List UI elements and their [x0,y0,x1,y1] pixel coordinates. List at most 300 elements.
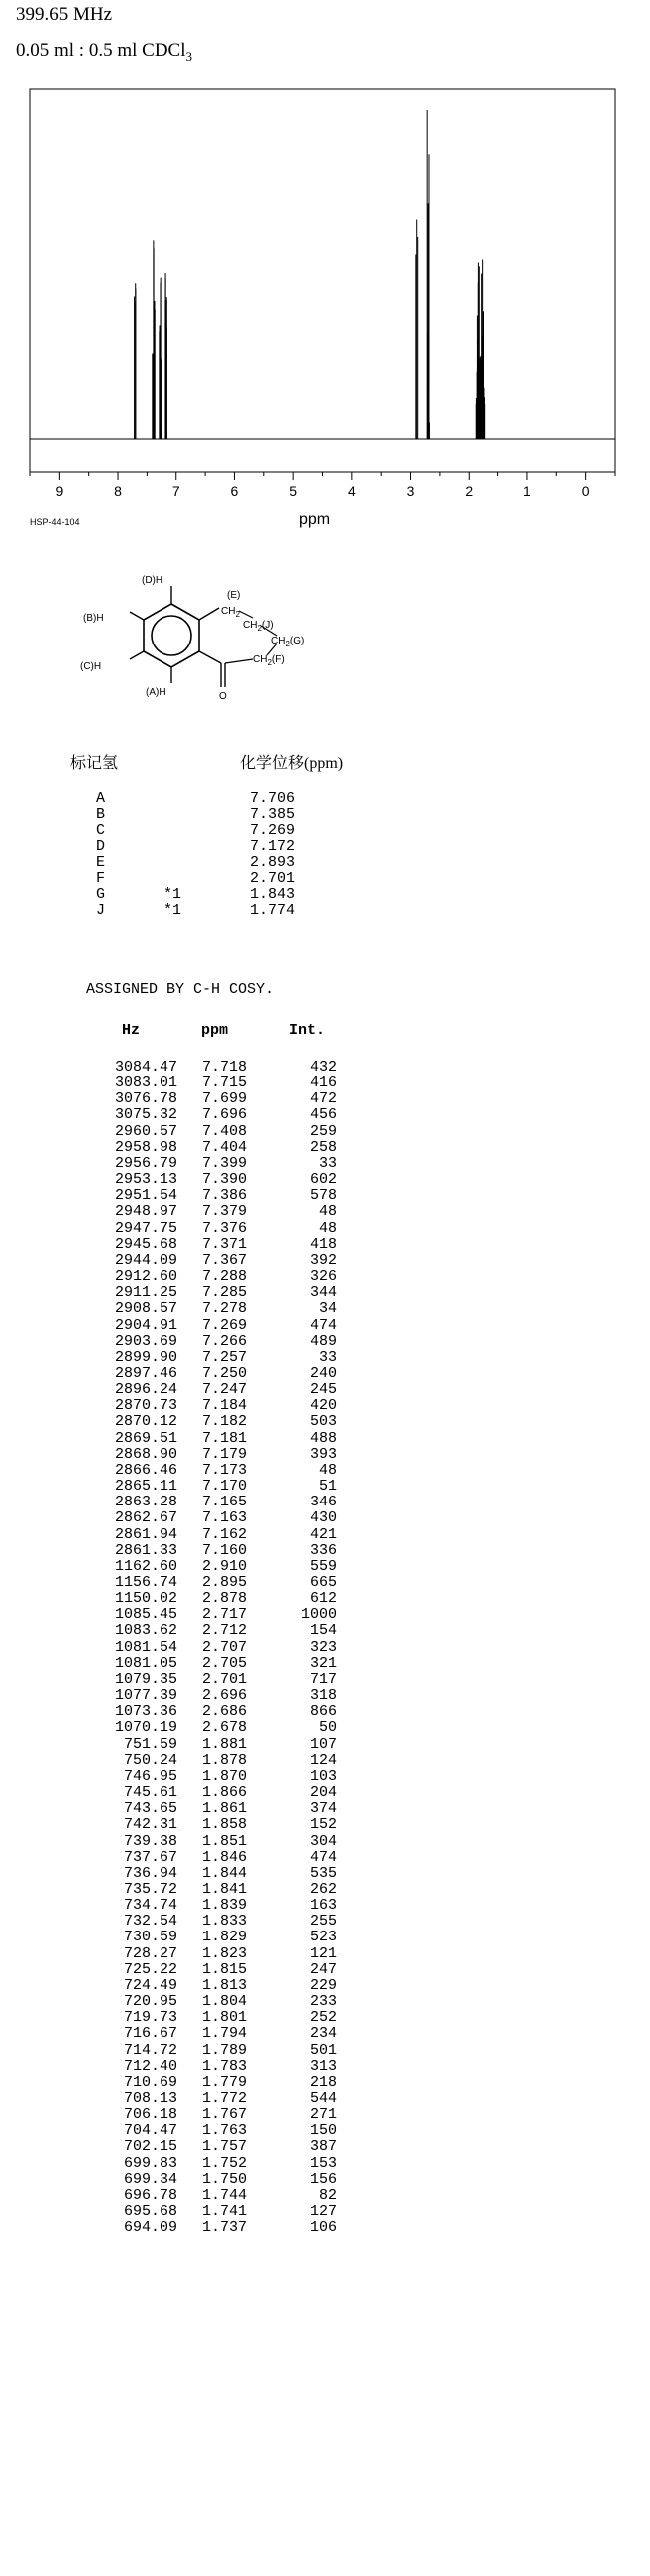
peak-hz: 2863.28 [114,1494,177,1511]
x-tick-label: 4 [347,483,356,499]
peak-hz: 702.15 [123,2138,177,2156]
peak-ppm: 1.794 [201,2025,247,2043]
shift-label: F [96,870,106,887]
peak-header-int: Int. [289,1022,326,1039]
peak-hz: 716.67 [123,2025,177,2043]
peak-row [96,1737,355,1753]
peak-int: 33 [318,1348,337,1366]
peak-int: 50 [318,1719,337,1737]
peak-ppm: 1.744 [201,2186,247,2204]
peak-hz: 745.61 [123,1784,177,1802]
peak-int: 51 [318,1478,337,1496]
peak-int: 523 [309,1929,337,1946]
bond-b [130,612,144,620]
peak-int: 336 [309,1541,337,1559]
peak-ppm: 7.160 [201,1541,247,1559]
peak-ppm: 1.779 [201,2073,247,2091]
peak-hz: 714.72 [123,2041,177,2059]
peak-ppm: 2.712 [201,1622,247,1640]
peak-row [96,1850,355,1866]
peak-int: 255 [309,1913,337,1931]
shift-value: 7.706 [250,790,296,807]
peak-row [96,1946,355,1962]
label-ch2-e: $CH_2$ [221,606,240,619]
peak-ppm: 7.390 [201,1171,247,1189]
peak-int: 392 [309,1251,337,1269]
peak-int: 474 [309,1848,337,1866]
peak-hz: 2897.46 [114,1364,177,1382]
bond-c [130,651,144,659]
peak-hz: 2911.25 [114,1284,177,1302]
peak-ppm: 7.182 [201,1413,247,1431]
peak-hz: 742.31 [123,1816,177,1834]
peak-row [96,1350,355,1366]
peak-int: 578 [309,1187,337,1205]
peak-ppm: 7.399 [201,1154,247,1172]
peak-row [96,2059,355,2075]
peak-row [96,1334,355,1350]
peak-row [96,1591,355,1607]
peak-row [96,1898,355,1914]
peak-row [96,2075,355,2091]
peak-ppm: 1.858 [201,1816,247,1834]
x-tick-label: 6 [230,483,239,499]
peak-row [96,2026,355,2042]
shift-value: 7.269 [250,822,296,839]
peak-row [96,1366,355,1382]
peak-int: 204 [309,1784,337,1802]
peak-hz: 1162.60 [114,1557,177,1575]
peak-int: 346 [309,1494,337,1511]
peak-hz: 699.34 [123,2170,177,2188]
peak-row [96,1140,355,1156]
peak-row [96,1107,355,1123]
peak-ppm: 2.696 [201,1687,247,1705]
peak-int: 430 [309,1509,337,1527]
shift-label: B [96,806,106,823]
peak-ppm: 7.163 [201,1509,247,1527]
spectrum-trace-group [30,110,615,439]
peak-ppm: 2.678 [201,1719,247,1737]
peak-int: 229 [309,1976,337,1994]
shift-note: *1 [163,902,182,919]
peak-row [96,1285,355,1301]
peak-ppm: 1.881 [201,1735,247,1753]
peak-hz: 2947.75 [114,1219,177,1237]
shift-value: 1.774 [250,902,296,919]
peak-hz: 696.78 [123,2186,177,2204]
peak-hz: 743.65 [123,1800,177,1818]
bond-e-j [239,611,253,618]
peak-row [96,1640,355,1656]
peak-ppm: 2.686 [201,1703,247,1721]
peak-row [96,1269,355,1285]
aromatic-circle [152,616,191,655]
peak-int: 156 [309,2170,337,2188]
peak-int: 121 [309,1944,337,1962]
peak-row [96,1398,355,1414]
peak-int: 124 [309,1751,337,1769]
shift-label: G [96,886,106,903]
peak-hz: 736.94 [123,1864,177,1882]
peak-ppm: 7.288 [201,1268,247,1286]
peak-int: 107 [309,1735,337,1753]
shift-value: 1.843 [250,886,296,903]
peak-row [96,1414,355,1430]
peak-row [96,1237,355,1253]
peak-ppm: 1.804 [201,1993,247,2011]
peak-int: 106 [309,2219,337,2237]
peak-int: 432 [309,1059,337,1075]
x-tick-label: 5 [289,483,298,499]
peak-row [96,1801,355,1817]
peak-hz: 1156.74 [114,1574,177,1591]
peak-hz: 2862.67 [114,1509,177,1527]
peak-int: 472 [309,1090,337,1108]
peak-hz: 2869.51 [114,1429,177,1447]
bond-f-carbonyl [225,659,253,663]
peak-row [96,1301,355,1317]
peak-ppm: 2.878 [201,1590,247,1608]
peak-ppm: 7.718 [201,1059,247,1075]
peak-hz: 695.68 [123,2203,177,2221]
x-tick-label: 3 [406,483,415,499]
shift-table-header-shift: 化学位移(ppm) [240,755,344,772]
shift-table-header-label: 标记氢 [70,755,119,772]
peak-row [96,2172,355,2188]
peak-int: 163 [309,1897,337,1915]
peak-row [96,2010,355,2026]
peak-row [96,2188,355,2204]
peak-ppm: 1.851 [201,1832,247,1850]
label-c: (C)H [80,661,102,672]
x-tick-label: 9 [55,483,64,499]
peak-ppm: 7.173 [201,1461,247,1479]
peak-hz: 732.54 [123,1913,177,1931]
peak-int: 535 [309,1864,337,1882]
peak-row [96,1817,355,1833]
peak-row [96,1930,355,1945]
peak-ppm: 1.763 [201,2122,247,2140]
peak-row [96,1124,355,1140]
peak-hz: 694.09 [123,2219,177,2237]
peak-hz: 2904.91 [114,1316,177,1334]
label-oxygen: O [219,691,227,702]
shift-label: A [96,790,106,807]
peak-int: 374 [309,1800,337,1818]
peak-hz: 2866.46 [114,1461,177,1479]
shift-value: 7.385 [250,806,296,823]
peak-int: 34 [318,1300,337,1318]
peak-hz: 699.83 [123,2154,177,2172]
peak-ppm: 1.823 [201,1944,247,1962]
peak-row [96,1623,355,1639]
peak-row [96,2204,355,2220]
peak-row [96,1156,355,1172]
peak-hz: 2958.98 [114,1138,177,1156]
peak-int: 416 [309,1074,337,1092]
label-b: (B)H [83,613,104,624]
peak-hz: 1079.35 [114,1670,177,1688]
peak-header-ppm: ppm [201,1022,229,1039]
spectrometer-frequency: 399.65 MHz [16,4,113,25]
peak-hz: 2861.33 [114,1541,177,1559]
label-d: (D)H [142,575,163,586]
peak-table [96,1060,355,2236]
peak-int: 48 [318,1461,337,1479]
peak-hz: 706.18 [123,2106,177,2124]
peak-ppm: 7.181 [201,1429,247,1447]
peak-row [96,1463,355,1479]
peak-int: 1000 [300,1606,337,1624]
x-axis-label: ppm [299,511,331,528]
peak-int: 48 [318,1203,337,1221]
peak-ppm: 7.376 [201,1219,247,1237]
label-e: (E) [227,590,241,601]
peak-row [96,1994,355,2010]
peak-row [96,2123,355,2139]
peak-ppm: 1.772 [201,2090,247,2107]
peak-int: 304 [309,1832,337,1850]
shift-value: 2.701 [250,870,296,887]
peak-row [96,1431,355,1447]
bond-ring-ch2e [199,608,219,620]
shift-label: J [96,902,106,919]
peak-int: 262 [309,1880,337,1898]
peak-ppm: 1.750 [201,2170,247,2188]
peak-row [96,1510,355,1526]
peak-int: 82 [318,2186,337,2204]
peak-hz: 2908.57 [114,1300,177,1318]
peak-ppm: 1.841 [201,1880,247,1898]
x-axis [30,472,615,499]
peak-hz: 739.38 [123,1832,177,1850]
peak-ppm: 7.386 [201,1187,247,1205]
peak-int: 313 [309,2057,337,2075]
peak-hz: 2953.13 [114,1171,177,1189]
peak-int: 252 [309,2009,337,2027]
peak-row [96,1091,355,1107]
peak-int: 474 [309,1316,337,1334]
peak-int: 501 [309,2041,337,2059]
peak-int: 247 [309,1960,337,1978]
peak-int: 127 [309,2203,337,2221]
peak-int: 602 [309,1171,337,1189]
peak-int: 323 [309,1638,337,1656]
molecule-structure [72,564,371,733]
solvent-subscript: 3 [185,48,192,64]
peak-ppm: 7.367 [201,1251,247,1269]
x-tick-label: 8 [114,483,122,499]
peak-ppm: 1.878 [201,1751,247,1769]
peak-hz: 2944.09 [114,1251,177,1269]
peak-hz: 712.40 [123,2057,177,2075]
peak-int: 393 [309,1445,337,1463]
peak-ppm: 1.783 [201,2057,247,2075]
peak-row [96,1962,355,1978]
peak-hz: 2870.12 [114,1413,177,1431]
peak-row [96,2220,355,2236]
x-tick-label: 1 [523,483,531,499]
peak-row [96,2107,355,2123]
peak-hz: 2861.94 [114,1525,177,1543]
peak-row [96,1656,355,1672]
peak-hz: 719.73 [123,2009,177,2027]
peak-int: 489 [309,1332,337,1350]
shift-label: D [96,838,106,855]
bond-ring-carbonyl [199,651,221,663]
peak-row [96,1688,355,1704]
peak-row [96,1382,355,1398]
peak-int: 318 [309,1687,337,1705]
peak-ppm: 2.910 [201,1557,247,1575]
peak-hz: 734.74 [123,1897,177,1915]
peak-row [96,1075,355,1091]
peak-row [96,1188,355,1204]
peak-row [96,1495,355,1510]
peak-ppm: 7.269 [201,1316,247,1334]
peak-int: 240 [309,1364,337,1382]
peak-ppm: 1.737 [201,2219,247,2237]
peak-hz: 2868.90 [114,1445,177,1463]
peak-ppm: 1.846 [201,1848,247,1866]
peak-hz: 2865.11 [114,1478,177,1496]
peak-row [96,1753,355,1769]
peak-hz: 1085.45 [114,1606,177,1624]
peak-int: 152 [309,1816,337,1834]
peak-hz: 728.27 [123,1944,177,1962]
peak-ppm: 7.371 [201,1235,247,1253]
peak-ppm: 1.844 [201,1864,247,1882]
x-tick-label: 7 [171,483,180,499]
peak-ppm: 1.813 [201,1976,247,1994]
peak-int: 418 [309,1235,337,1253]
shift-label: C [96,822,106,839]
plot-frame [30,89,615,472]
shift-note: *1 [163,886,182,903]
peak-row [96,1834,355,1850]
peak-ppm: 1.815 [201,1960,247,1978]
peak-ppm: 7.257 [201,1348,247,1366]
peak-ppm: 1.757 [201,2138,247,2156]
peak-int: 150 [309,2122,337,2140]
peak-row [96,1527,355,1543]
peak-ppm: 7.285 [201,1284,247,1302]
peak-ppm: 2.701 [201,1670,247,1688]
peak-row [96,1882,355,1898]
peak-hz: 2956.79 [114,1154,177,1172]
peak-ppm: 1.789 [201,2041,247,2059]
peak-int: 154 [309,1622,337,1640]
peak-ppm: 7.696 [201,1106,247,1124]
peak-hz: 750.24 [123,1751,177,1769]
peak-hz: 2903.69 [114,1332,177,1350]
peak-ppm: 7.247 [201,1381,247,1399]
peak-int: 326 [309,1268,337,1286]
assignment-note: ASSIGNED BY C-H COSY. [86,981,275,998]
peak-int: 103 [309,1767,337,1785]
peak-int: 421 [309,1525,337,1543]
peak-ppm: 7.408 [201,1122,247,1140]
peak-hz: 3083.01 [114,1074,177,1092]
x-tick-label: 0 [581,483,590,499]
peak-hz: 2899.90 [114,1348,177,1366]
peak-hz: 1150.02 [114,1590,177,1608]
shift-value: 7.172 [250,838,296,855]
peak-int: 866 [309,1703,337,1721]
peak-int: 544 [309,2090,337,2107]
shift-value: 2.893 [250,854,296,871]
peak-int: 218 [309,2073,337,2091]
peak-row [96,1769,355,1785]
peak-row [96,1204,355,1220]
peak-ppm: 1.870 [201,1767,247,1785]
peak-ppm: 7.266 [201,1332,247,1350]
peak-int: 456 [309,1106,337,1124]
peak-hz: 2870.73 [114,1397,177,1415]
peak-row [96,1172,355,1188]
peak-row [96,1704,355,1720]
peak-int: 420 [309,1397,337,1415]
peak-hz: 1081.05 [114,1654,177,1672]
peak-row [96,2156,355,2172]
peak-ppm: 7.250 [201,1364,247,1382]
peak-ppm: 7.278 [201,1300,247,1318]
peak-row [96,2043,355,2059]
peak-int: 665 [309,1574,337,1591]
peak-int: 503 [309,1413,337,1431]
peak-row [96,2091,355,2107]
peak-int: 153 [309,2154,337,2172]
peak-int: 271 [309,2106,337,2124]
peak-hz: 1083.62 [114,1622,177,1640]
peak-ppm: 7.699 [201,1090,247,1108]
peak-ppm: 1.833 [201,1913,247,1931]
peak-hz: 2960.57 [114,1122,177,1140]
peak-hz: 724.49 [123,1976,177,1994]
peak-hz: 2948.97 [114,1203,177,1221]
peak-hz: 704.47 [123,2122,177,2140]
peak-hz: 735.72 [123,1880,177,1898]
label-ch2-f: $CH_2(F)$ [253,654,285,667]
spectrum-id: HSP-44-104 [30,517,80,527]
peak-table-header [100,1022,349,1040]
peak-row [96,1559,355,1575]
label-ch2-g: $CH_2(G)$ [271,636,305,648]
peak-hz: 708.13 [123,2090,177,2107]
peak-row [96,1543,355,1559]
peak-int: 233 [309,1993,337,2011]
peak-row [96,1060,355,1075]
peak-ppm: 1.741 [201,2203,247,2221]
peak-ppm: 1.829 [201,1929,247,1946]
shift-label: E [96,854,106,871]
peak-hz: 1070.19 [114,1719,177,1737]
peak-ppm: 1.861 [201,1800,247,1818]
peak-ppm: 7.184 [201,1397,247,1415]
peak-row [96,1253,355,1269]
peak-ppm: 7.404 [201,1138,247,1156]
peak-hz: 720.95 [123,1993,177,2011]
peak-hz: 1081.54 [114,1638,177,1656]
peak-ppm: 7.162 [201,1525,247,1543]
peak-ppm: 7.715 [201,1074,247,1092]
peak-hz: 1073.36 [114,1703,177,1721]
peak-ppm: 2.705 [201,1654,247,1672]
peak-hz: 1077.39 [114,1687,177,1705]
peak-row [96,1672,355,1688]
peak-int: 344 [309,1284,337,1302]
